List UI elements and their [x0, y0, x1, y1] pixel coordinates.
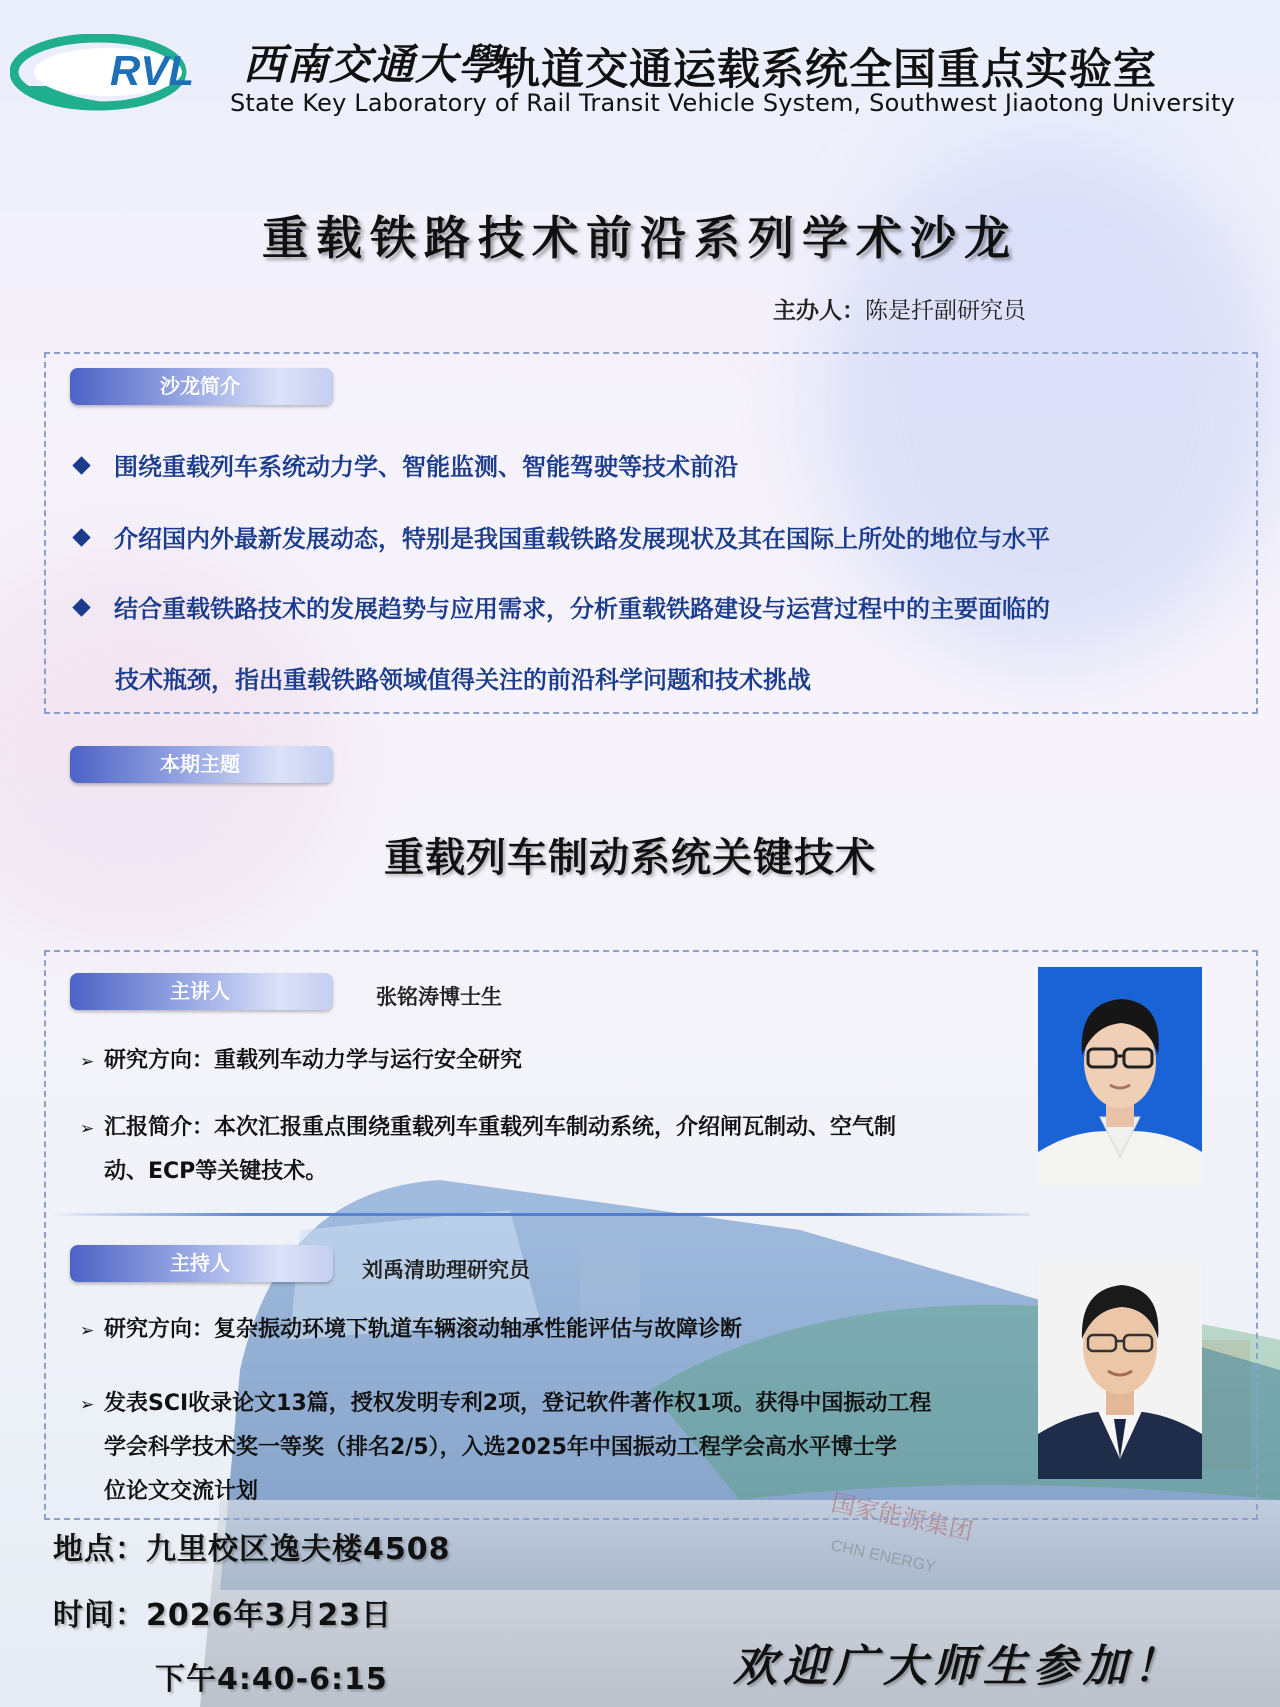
speaker-name: 张铭涛博士生 [376, 985, 502, 1009]
topic-pill [70, 746, 333, 783]
intro-pill [70, 368, 333, 405]
university-name: 西南交通大學 [243, 40, 502, 89]
host-name: 陈是扦副研究员 [865, 298, 1026, 324]
moderator-photo [1038, 1259, 1202, 1479]
topic-title: 重载列车制动系统关键技术 [384, 835, 876, 881]
moderator-pill [70, 1245, 333, 1282]
moderator-label: 主持人 [170, 1251, 230, 1275]
speaker-bullet: ➢ 汇报简介：本次汇报重点围绕重载列车重载列车制动系统，介绍闸瓦制动、空气制 [80, 1108, 896, 1149]
event-date: 时间：2026年3月23日 [53, 1598, 393, 1633]
event-location: 地点：九里校区逸夫楼4508 [53, 1532, 451, 1567]
lab-name-en: State Key Laboratory of Rail Transit Vehicle System, Southwest Jiaotong University [230, 89, 1236, 117]
lab-name-cn: 轨道交通运载系统全国重点实验室 [497, 45, 1157, 95]
diamond-bullet-icon [72, 456, 90, 474]
intro-item: 结合重载铁路技术的发展趋势与应用需求，分析重载铁路建设与运营过程中的主要面临的 [75, 589, 1050, 624]
arrow-bullet-icon: ➢ [80, 1395, 95, 1415]
train-logo-en: CHN ENERGY [829, 1537, 938, 1577]
salon-title: 重载铁路技术前沿系列学术沙龙 [262, 211, 1018, 265]
arrow-bullet-icon: ➢ [80, 1052, 95, 1072]
moderator-name: 刘禹清助理研究员 [362, 1258, 530, 1282]
moderator-bullet: ➢ 研究方向：复杂振动环境下轨道车辆滚动轴承性能评估与故障诊断 [80, 1310, 742, 1351]
moderator-bullet-continued: 学会科学技术奖一等奖（排名2/5），入选2025年中国振动工程学会高水平博士学 [104, 1435, 897, 1460]
arrow-bullet-icon: ➢ [80, 1321, 95, 1341]
intro-item: 介绍国内外最新发展动态，特别是我国重载铁路发展现状及其在国际上所处的地位与水平 [75, 519, 1050, 554]
host-label: 主办人： [773, 298, 865, 324]
diamond-bullet-icon [72, 528, 90, 546]
speaker-pill [70, 973, 333, 1010]
train-logo-cn: 国家能源集团 [828, 1489, 976, 1546]
logo-text: RVL [110, 47, 194, 94]
speaker-bullet-continued: 动、ECP等关键技术。 [104, 1159, 328, 1184]
event-time: 下午4:40-6:15 [155, 1662, 388, 1697]
speaker-label: 主讲人 [170, 979, 230, 1003]
arrow-bullet-icon: ➢ [80, 1119, 95, 1139]
topic-label: 本期主题 [160, 752, 240, 776]
host-line [773, 292, 1026, 325]
moderator-bullet: ➢ 发表SCI收录论文13篇，授权发明专利2项，登记软件著作权1项。获得中国振动工程 [80, 1384, 931, 1425]
intro-item-continued: 技术瓶颈，指出重载铁路领域值得关注的前沿科学问题和技术挑战 [115, 666, 811, 694]
diamond-bullet-icon [72, 598, 90, 616]
intro-label: 沙龙简介 [160, 374, 240, 398]
rvl-logo [10, 34, 225, 112]
speaker-bullet: ➢ 研究方向：重载列车动力学与运行安全研究 [80, 1041, 522, 1082]
welcome-message: 欢迎广大师生参加！ [733, 1641, 1183, 1692]
section-divider [50, 1213, 1030, 1216]
speaker-photo [1038, 967, 1202, 1187]
moderator-bullet-continued: 位论文交流计划 [104, 1479, 259, 1504]
intro-item: 围绕重载列车系统动力学、智能监测、智能驾驶等技术前沿 [75, 447, 738, 482]
